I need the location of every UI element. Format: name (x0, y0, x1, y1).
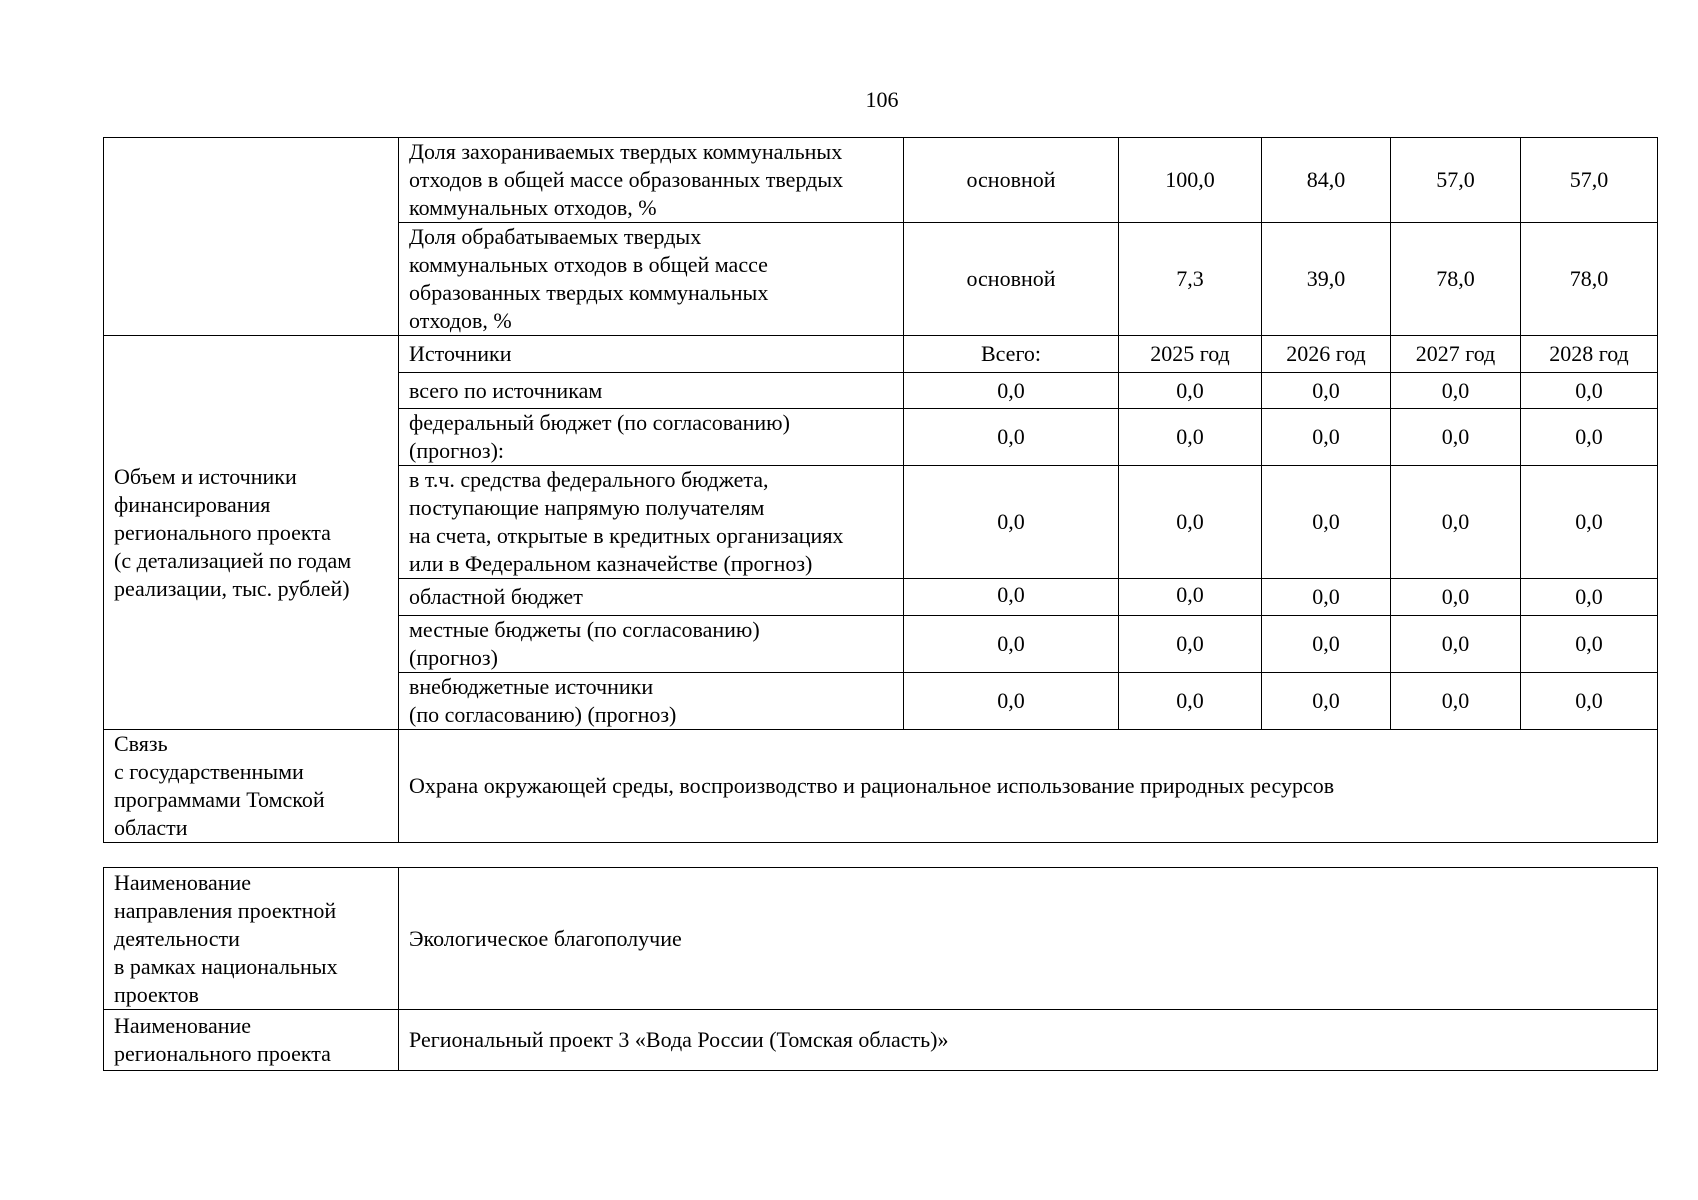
link-row (104, 730, 1658, 843)
financing-total: 0,0 (904, 616, 1119, 673)
indicator-name-line: образованных твердых коммунальных (409, 280, 769, 305)
financing-label-line: реализации, тыс. рублей) (114, 575, 350, 601)
regional-project-row (104, 1010, 1658, 1071)
financing-label-line: (с детализацией по годам (114, 547, 352, 573)
financing-source-line: областной бюджет (409, 584, 583, 609)
financing-header-year: 2025 год (1119, 336, 1262, 373)
financing-source-line: в т.ч. средства федерального бюджета, (409, 467, 769, 492)
link-label-line: программами Томской (114, 787, 325, 812)
link-label-line: Связь (114, 731, 168, 756)
link-label (104, 730, 399, 843)
financing-header-sources: Источники (399, 336, 904, 373)
indicator-name-line: Доля захораниваемых твердых коммунальных (409, 139, 843, 164)
financing-year-value: 0,0 (1119, 579, 1262, 616)
financing-year-value: 0,0 (1391, 409, 1521, 466)
indicator-type: основной (904, 223, 1119, 336)
financing-source-name (399, 673, 904, 730)
indicator-name-line: отходов в общей массе образованных твердых (409, 167, 844, 192)
financing-year-value: 0,0 (1391, 466, 1521, 579)
indicator-value: 78,0 (1391, 223, 1521, 336)
link-label-line: с государственными (114, 759, 304, 784)
financing-year-value: 0,0 (1119, 466, 1262, 579)
indicator-value: 78,0 (1521, 223, 1658, 336)
financing-source-line: федеральный бюджет (по согласованию) (409, 410, 790, 435)
financing-year-value: 0,0 (1521, 409, 1658, 466)
regional-project-label-line: регионального проекта (114, 1041, 331, 1066)
direction-label (104, 868, 399, 1010)
direction-label-line: деятельности (114, 925, 240, 951)
link-label-line: области (114, 815, 188, 840)
direction-table (103, 867, 1658, 1071)
direction-label-line: проектов (114, 981, 199, 1007)
financing-label-line: финансирования (114, 491, 271, 517)
financing-total: 0,0 (904, 409, 1119, 466)
financing-label-line: Объем и источники (114, 463, 297, 489)
financing-year-value: 0,0 (1262, 616, 1391, 673)
financing-source-name (399, 466, 904, 579)
direction-label-line: Наименование (114, 869, 252, 895)
regional-project-label (104, 1010, 399, 1071)
financing-header-total: Всего: (904, 336, 1119, 373)
financing-year-value: 0,0 (1521, 673, 1658, 730)
indicator-name (399, 138, 904, 223)
financing-source-line: поступающие напрямую получателям (409, 495, 765, 520)
financing-source-line: местные бюджеты (по согласованию) (409, 617, 760, 642)
financing-source-name (399, 616, 904, 673)
indicator-row (104, 138, 1658, 223)
financing-header-row (104, 336, 1658, 373)
empty-label-cell (104, 138, 399, 336)
financing-year-value: 0,0 (1391, 673, 1521, 730)
financing-header-year: 2026 год (1262, 336, 1391, 373)
financing-header-year: 2027 год (1391, 336, 1521, 373)
financing-total: 0,0 (904, 466, 1119, 579)
financing-source-line: (прогноз): (409, 438, 505, 463)
link-value: Охрана окружающей среды, воспроизводство и рациональное использование природных ресурсов (399, 730, 1658, 843)
financing-label-line: регионального проекта (114, 519, 331, 545)
financing-year-value: 0,0 (1262, 466, 1391, 579)
financing-total: 0,0 (904, 373, 1119, 409)
financing-year-value: 0,0 (1521, 466, 1658, 579)
financing-year-value: 0,0 (1119, 616, 1262, 673)
indicator-value: 100,0 (1119, 138, 1262, 223)
financing-total: 0,0 (904, 579, 1119, 616)
indicator-name-line: коммунальных отходов в общей массе (409, 252, 768, 277)
financing-source-line: (по согласованию) (прогноз) (409, 702, 677, 727)
indicator-name (399, 223, 904, 336)
regional-project-value: Региональный проект 3 «Вода России (Томская область)» (399, 1010, 1658, 1071)
financing-year-value: 0,0 (1262, 579, 1391, 616)
financing-year-value: 0,0 (1521, 616, 1658, 673)
financing-year-value: 0,0 (1262, 409, 1391, 466)
financing-year-value: 0,0 (1119, 409, 1262, 466)
financing-year-value: 0,0 (1119, 373, 1262, 409)
direction-label-line: в рамках национальных (114, 953, 338, 979)
financing-total: 0,0 (904, 673, 1119, 730)
regional-project-label-line: Наименование (114, 1013, 252, 1038)
passport-table (103, 137, 1658, 843)
indicator-name-line: коммунальных отходов, % (409, 195, 657, 220)
financing-source-line: или в Федеральном казначействе (прогноз) (409, 551, 813, 576)
financing-year-value: 0,0 (1391, 579, 1521, 616)
financing-source-name (399, 409, 904, 466)
financing-source-line: (прогноз) (409, 645, 498, 670)
direction-value: Экологическое благополучие (399, 868, 1658, 1010)
financing-label (104, 336, 399, 730)
financing-source-line: внебюджетные источники (409, 674, 654, 699)
financing-year-value: 0,0 (1521, 373, 1658, 409)
indicator-type: основной (904, 138, 1119, 223)
indicator-name-line: Доля обрабатываемых твердых (409, 224, 702, 249)
financing-year-value: 0,0 (1391, 616, 1521, 673)
page-number: 106 (865, 87, 899, 112)
financing-year-value: 0,0 (1391, 373, 1521, 409)
financing-source-line: на счета, открытые в кредитных организациях (409, 523, 844, 548)
financing-source-name (399, 373, 904, 409)
indicator-value: 7,3 (1119, 223, 1262, 336)
direction-row (104, 868, 1658, 1010)
direction-label-line: направления проектной (114, 897, 337, 923)
financing-year-value: 0,0 (1119, 673, 1262, 730)
indicator-name-line: отходов, % (409, 308, 512, 333)
indicator-value: 57,0 (1391, 138, 1521, 223)
financing-source-name (399, 579, 904, 616)
indicator-value: 39,0 (1262, 223, 1391, 336)
financing-year-value: 0,0 (1262, 373, 1391, 409)
financing-year-value: 0,0 (1521, 579, 1658, 616)
indicator-value: 84,0 (1262, 138, 1391, 223)
financing-year-value: 0,0 (1262, 673, 1391, 730)
financing-source-line: всего по источникам (409, 377, 603, 403)
indicator-value: 57,0 (1521, 138, 1658, 223)
financing-header-year: 2028 год (1521, 336, 1658, 373)
